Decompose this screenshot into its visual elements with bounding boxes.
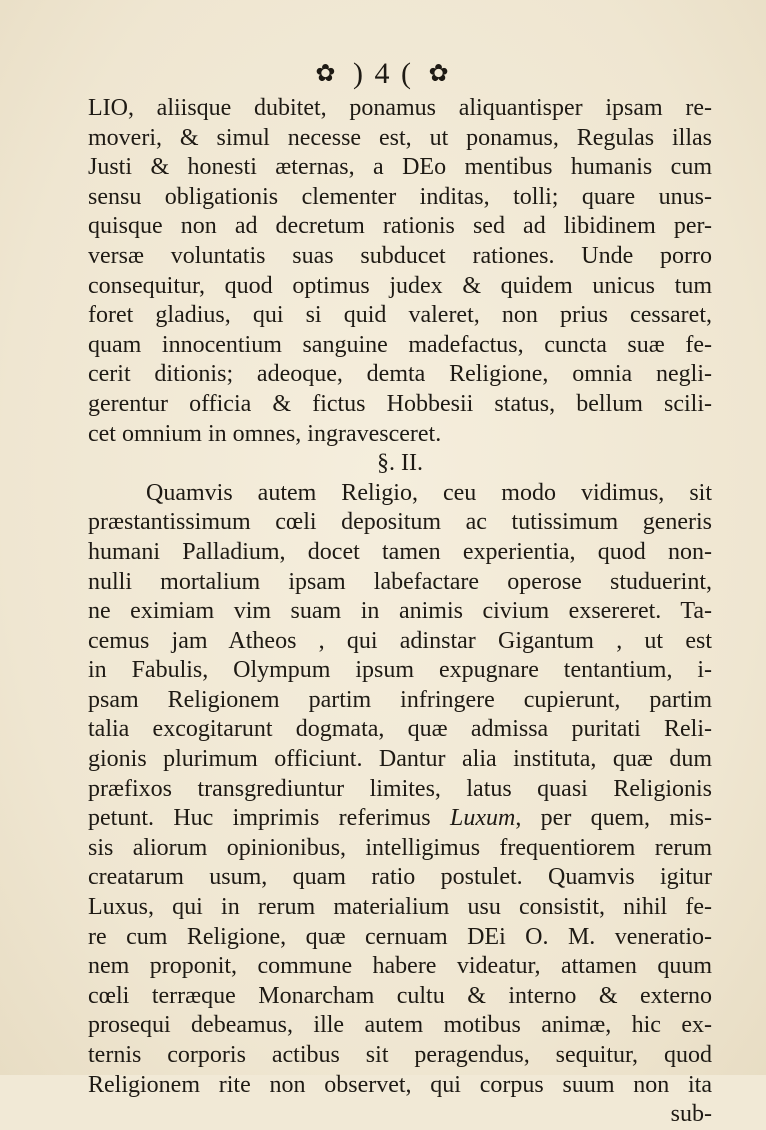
text-line: versæ voluntatis suas subducet rationes. Unde porro [88, 242, 712, 269]
text-line: quam innocentium sanguine madefactus, cuncta suæ fe- [88, 331, 712, 358]
left-ornament-icon: ✿ [315, 61, 338, 88]
text-line: psam Religionem partim infringere cupierunt, partim [88, 686, 712, 713]
text-line: talia excogitarunt dogmata, quæ admissa puritati Reli- [88, 716, 712, 743]
text-line: cemus jam Atheos , qui adinstar Gigantum , ut est [88, 627, 712, 654]
text-line: re cum Religione, quæ cernuam DEi O. M. veneratio- [88, 923, 712, 950]
text-segment: , per quem, mis- [515, 805, 712, 832]
text-line: gerentur officia & fictus Hobbesii status, bellum scili- [88, 390, 712, 417]
page-number: ) 4 ( [353, 57, 413, 91]
text-line: creatarum usum, quam ratio postulet. Quamvis igitur [88, 864, 712, 891]
text-line: sis aliorum opinionibus, intelligimus frequentiorem rerum [88, 834, 712, 861]
text-line: Luxus, qui in rerum materialium usu consistit, nihil fe- [88, 894, 712, 921]
section-heading: §. II. [377, 450, 423, 477]
text-line: Quamvis autem Religio, ceu modo vidimus, sit [146, 479, 712, 506]
text-line: Justi & honesti æternas, a DEo mentibus humanis cum [88, 154, 712, 181]
text-line: cœli terræque Monarcham cultu & interno & externo [88, 982, 712, 1009]
text-line: LIO, aliisque dubitet, ponamus aliquantisper ipsam re- [88, 95, 712, 121]
text-line: cet omnium in omnes, ingravesceret. [88, 420, 442, 447]
text-line: in Fabulis, Olympum ipsum expugnare tentantium, i- [88, 657, 712, 684]
text-line: sensu obligationis clementer inditas, tolli; quare unus- [88, 183, 712, 210]
text-line: cerit ditionis; adeoque, demta Religione, omnia negli- [88, 361, 712, 388]
text-line: humani Palladium, docet tamen experientia, quod non- [88, 538, 712, 565]
body-text [88, 94, 712, 1130]
text-line: foret gladius, qui si quid valeret, non prius cessaret, [88, 302, 712, 329]
text-line: quisque non ad decretum rationis sed ad libidinem per- [88, 213, 712, 240]
text-line: ternis corporis actibus sit peragendus, sequitur, quod [88, 1042, 712, 1068]
right-ornament-icon: ✿ [428, 61, 451, 88]
text-line: præstantissimum cœli depositum ac tutissimum generis [88, 509, 712, 536]
italic-term: Luxum [449, 805, 516, 832]
text-segment: petunt. Huc imprimis referimus [88, 805, 431, 832]
text-line: nem proponit, commune habere videatur, attamen quum [88, 953, 712, 980]
text-line: gionis plurimum officiunt. Dantur alia instituta, quæ dum [88, 746, 712, 773]
text-line: moveri, & simul necesse est, ut ponamus, Regulas illas [88, 124, 712, 151]
page-header [0, 52, 766, 94]
text-line: prosequi debeamus, ille autem motibus animæ, hic ex- [88, 1012, 712, 1039]
text-line [88, 804, 712, 834]
text-line: consequitur, quod optimus judex & quidem unicus tum [88, 272, 712, 299]
catchword: sub- [670, 1101, 712, 1128]
text-line: nulli mortalium ipsam labefactare operose studuerint, [88, 568, 712, 595]
text-line: ne eximiam vim suam in animis civium exsereret. Ta- [88, 598, 712, 625]
text-line: Religionem rite non observet, qui corpus suum non ita [88, 1071, 712, 1098]
text-line: præfixos transgrediuntur limites, latus quasi Religionis [88, 775, 712, 802]
